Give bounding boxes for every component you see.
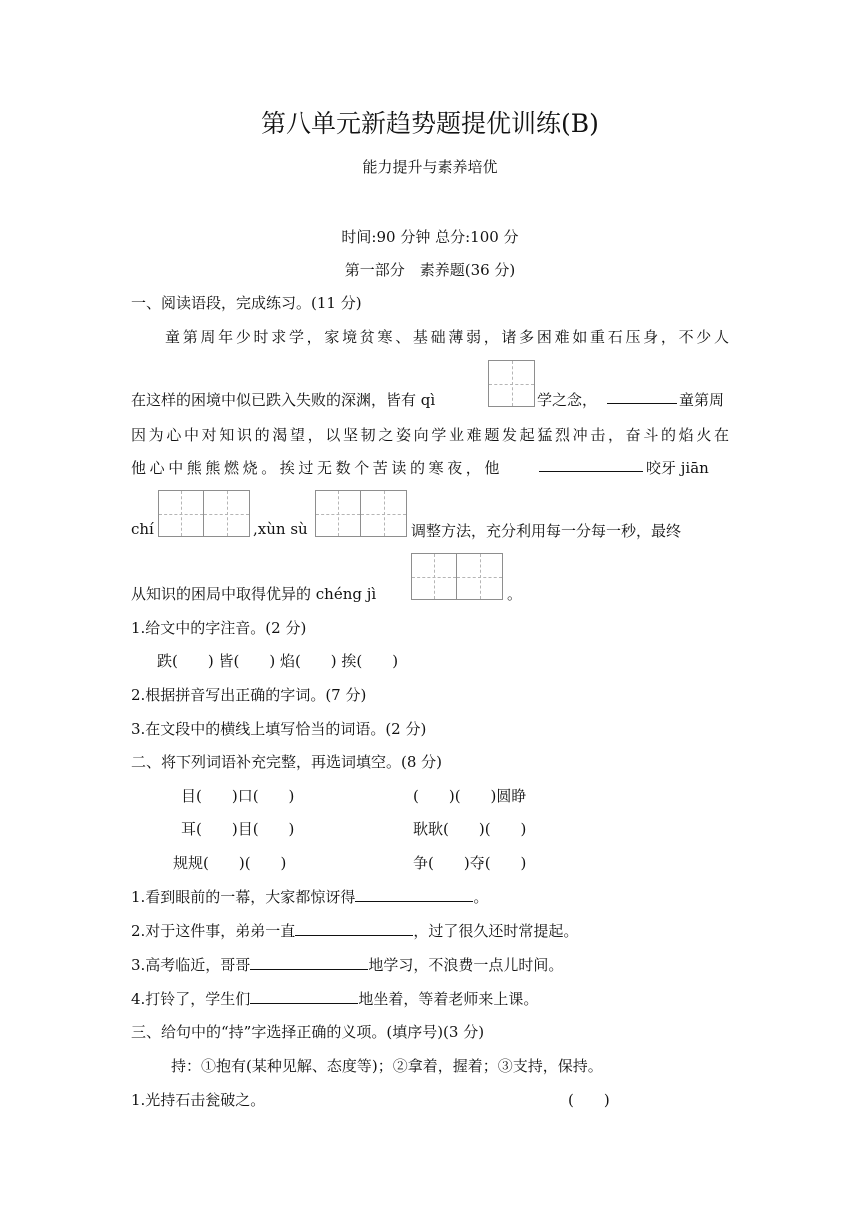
section1-heading: 一、阅读语段，完成练习。(11 分) bbox=[131, 294, 362, 312]
passage-line-2a: 在这样的困境中似已跌入失败的深渊，皆有 qì bbox=[131, 391, 436, 409]
answer-blank-1[interactable] bbox=[607, 389, 677, 408]
answer-blank-2[interactable] bbox=[539, 457, 643, 476]
question-3-1: 1.光持石击瓮破之。 bbox=[131, 1091, 266, 1109]
section2-heading: 二、将下列词语补充完整，再选词填空。(8 分) bbox=[131, 753, 443, 771]
answer-blank[interactable] bbox=[250, 968, 368, 970]
part1-heading: 第一部分 素养题(36 分) bbox=[344, 261, 516, 279]
writing-grid-chengji[interactable] bbox=[411, 553, 503, 600]
question-1-1-items: 跌( ) 皆( ) 焰( ) 挨( ) bbox=[157, 652, 399, 670]
word-item: 目( )口( ) bbox=[181, 787, 295, 805]
page-subtitle: 能力提升与素养培优 bbox=[362, 158, 498, 176]
passage-line-5b: ,xùn sù bbox=[253, 520, 308, 538]
answer-blank[interactable] bbox=[295, 934, 413, 936]
answer-paren[interactable]: ( ) bbox=[568, 1091, 610, 1109]
passage-line-2c: 童第周 bbox=[679, 391, 725, 409]
passage-line-3: 因为心中对知识的渴望，以坚韧之姿向学业难题发起猛烈冲击，奋斗的焰火在 bbox=[131, 426, 729, 444]
fill-sentence-4: 4.打铃了，学生们 地坐着，等着老师来上课。 bbox=[131, 990, 539, 1008]
fill-sentence-1: 1.看到眼前的一幕，大家都惊讶得 。 bbox=[131, 888, 489, 906]
passage-line-5c: 调整方法，充分利用每一分每一秒，最终 bbox=[411, 522, 682, 540]
word-item: 耿耿( )( ) bbox=[413, 820, 527, 838]
writing-grid-jianchi[interactable] bbox=[158, 490, 250, 537]
writing-grid-xunsu[interactable] bbox=[315, 490, 407, 537]
chi-meanings: 持：①抱有(某种见解、态度等)；②拿着，握着；③支持，保持。 bbox=[171, 1057, 603, 1075]
exam-info: 时间:90 分钟 总分:100 分 bbox=[341, 228, 519, 246]
answer-blank[interactable] bbox=[250, 1002, 358, 1004]
passage-line-4a: 他心中熊熊燃烧。挨过无数个苦读的寒夜，他 bbox=[131, 459, 504, 477]
section3-heading: 三、给句中的“持”字选择正确的义项。(填序号)(3 分) bbox=[131, 1023, 485, 1041]
page-title: 第八单元新趋势题提优训练(B) bbox=[261, 109, 599, 138]
question-1-1: 1.给文中的字注音。(2 分) bbox=[131, 619, 307, 637]
passage-line-4b: 咬牙 jiān bbox=[646, 459, 709, 477]
fill-sentence-3: 3.高考临近，哥哥 地学习，不浪费一点儿时间。 bbox=[131, 956, 564, 974]
passage-line-2b: 学之念， bbox=[537, 391, 598, 409]
word-item: 争( )夺( ) bbox=[413, 854, 527, 872]
passage-line-6b: 。 bbox=[507, 585, 523, 603]
question-1-3: 3.在文段中的横线上填写恰当的词语。(2 分) bbox=[131, 720, 427, 738]
word-item: 耳( )目( ) bbox=[181, 820, 295, 838]
writing-grid-qi[interactable] bbox=[488, 360, 535, 407]
answer-blank[interactable] bbox=[355, 900, 473, 902]
passage-line-5a: chí bbox=[131, 520, 154, 538]
fill-sentence-2: 2.对于这件事，弟弟一直 ，过了很久还时常提起。 bbox=[131, 922, 579, 940]
word-item: 规规( )( ) bbox=[173, 854, 287, 872]
passage-line-1: 童第周年少时求学，家境贫寒、基础薄弱，诸多困难如重石压身，不少人 bbox=[165, 328, 729, 346]
question-1-2: 2.根据拼音写出正确的字词。(7 分) bbox=[131, 686, 367, 704]
passage-line-6a: 从知识的困局中取得优异的 chéng jì bbox=[131, 585, 377, 603]
word-item: ( )( )圆睁 bbox=[413, 787, 527, 805]
